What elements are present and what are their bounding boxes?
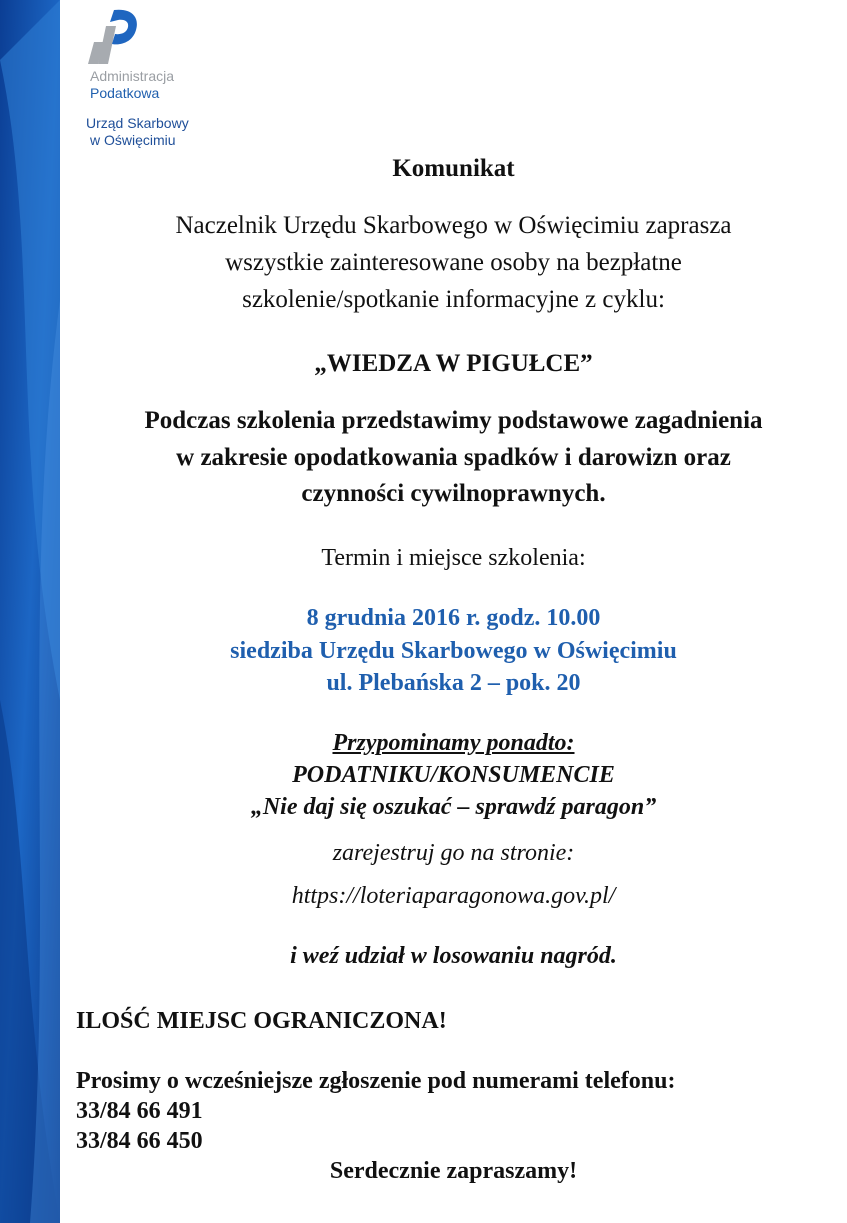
phone-number: 33/84 66 491	[76, 1098, 203, 1124]
topic-line-1: Podczas szkolenia przedstawimy podstawowe zagadnienia	[144, 407, 763, 434]
reminder-audience: PODATNIKU/KONSUMENCIE	[292, 762, 615, 788]
administracja-podatkowa-logo-icon	[86, 8, 146, 66]
event-venue: siedziba Urzędu Skarbowego w Oświęcimiu	[230, 638, 677, 664]
closing-invitation: Serdecznie zapraszamy!	[329, 1158, 578, 1184]
reminder-prize: i weź udział w losowaniu nagród.	[290, 943, 617, 969]
limited-places-notice: ILOŚĆ MIEJSC OGRANICZONA!	[76, 1008, 447, 1034]
reminder-slogan: „Nie daj się oszukać – sprawdź paragon”	[250, 794, 657, 820]
office-name-line1: Urząd Skarbowy	[86, 115, 189, 131]
decorative-side-band	[0, 0, 60, 1223]
logo-line1: Administracja	[90, 68, 175, 84]
lottery-url[interactable]: https://loteriaparagonowa.gov.pl/	[291, 883, 616, 909]
when-where-label: Termin i miejsce szkolenia:	[321, 545, 586, 571]
intro-line-2: wszystkie zainteresowane osoby na bezpłatne	[225, 249, 682, 276]
logo	[86, 8, 256, 148]
logo-line2: Podatkowa	[90, 85, 160, 101]
phone-number: 33/84 66 450	[76, 1128, 203, 1154]
event-date: 8 grudnia 2016 r. godz. 10.00	[306, 605, 601, 631]
reminder-heading: Przypominamy ponadto:	[332, 730, 575, 756]
reminder-register: zarejestruj go na stronie:	[332, 840, 575, 866]
topic-line-3: czynności cywilnoprawnych.	[301, 480, 606, 507]
topic-line-2: w zakresie opodatkowania spadków i darowizn oraz	[176, 444, 731, 471]
event-address: ul. Plebańska 2 – pok. 20	[326, 670, 581, 696]
series-name: „WIEDZA W PIGUŁCE”	[314, 350, 593, 377]
contact-request: Prosimy o wcześniejsze zgłoszenie pod numerami telefonu:	[76, 1068, 676, 1094]
page-title: Komunikat	[392, 155, 515, 182]
office-name-line2: w Oświęcimiu	[90, 132, 176, 148]
intro-line-3: szkolenie/spotkanie informacyjne z cyklu:	[242, 286, 665, 313]
intro-line-1: Naczelnik Urzędu Skarbowego w Oświęcimiu zaprasza	[175, 212, 732, 239]
